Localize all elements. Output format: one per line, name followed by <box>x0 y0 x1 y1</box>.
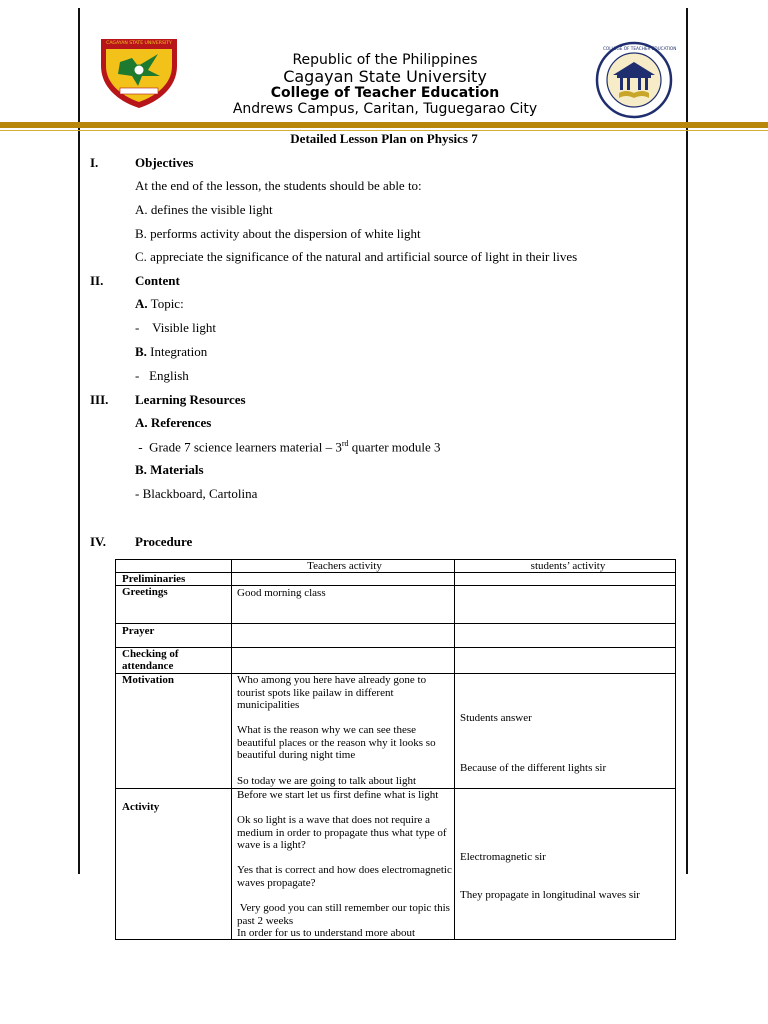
header-university: Cagayan State University <box>283 67 487 86</box>
references-heading: A. References <box>135 415 212 430</box>
motivation-student-text-2: Because of the different lights sir <box>460 762 607 774</box>
row-label-attendance-line1: Checking of <box>122 648 179 660</box>
integration-letter: B. <box>135 344 147 359</box>
motivation-student-text-1: Students answer <box>460 712 532 724</box>
integration-item: - English <box>135 368 189 383</box>
reference-superscript: rd <box>341 439 349 448</box>
row-label-attendance-line2: attendance <box>122 660 174 672</box>
activity-student-text-2: They propagate in longitudinal waves sir <box>460 889 640 901</box>
objective-a: A. defines the visible light <box>135 202 273 217</box>
activity-teacher-text-3: Yes that is correct and how does electromagnetic waves propagate? <box>237 864 452 889</box>
section-number-resources: III. <box>90 392 109 407</box>
objective-c: C. appreciate the significance of the natural and artificial source of light in their lives <box>135 249 578 264</box>
row-label-preliminaries: Preliminaries <box>122 573 186 585</box>
topic-letter: A. <box>135 296 148 311</box>
motivation-teacher-text-3: So today we are going to talk about light <box>237 775 417 787</box>
header-college: College of Teacher Education <box>270 85 500 101</box>
materials-heading: B. Materials <box>135 462 204 477</box>
section-number-content: II. <box>90 273 104 288</box>
activity-student-text-1: Electromagnetic sir <box>460 851 546 863</box>
procedure-table <box>115 559 676 940</box>
integration-label: Integration <box>150 344 208 359</box>
document-title: Detailed Lesson Plan on Physics 7 <box>290 131 478 146</box>
topic-item: - Visible light <box>135 320 216 335</box>
motivation-teacher-text-2: What is the reason why we can see these beautiful places or the reason why it looks so beautiful during night time <box>237 724 436 761</box>
reference-text-start: - Grade 7 science learners material – 3 <box>135 439 342 455</box>
section-heading-procedure: Procedure <box>135 534 193 549</box>
greetings-teacher-text: Good morning class <box>237 587 326 599</box>
row-label-activity: Activity <box>122 801 160 813</box>
section-heading-objectives: Objectives <box>135 155 194 170</box>
column-header-teachers-activity: Teachers activity <box>307 560 382 572</box>
content-integration-line <box>135 344 207 360</box>
table-col-divider-2 <box>454 560 455 939</box>
motivation-teacher-text-1: Who among you here have already gone to tourist spots like pailaw in different municipalities <box>237 674 427 711</box>
row-label-prayer: Prayer <box>122 625 155 637</box>
topic-label: Topic: <box>150 296 184 311</box>
college-of-teacher-education-seal <box>595 41 677 119</box>
row-label-greetings: Greetings <box>122 586 168 598</box>
objective-b: B. performs activity about the dispersion of white light <box>135 226 421 241</box>
cagayan-state-university-seal <box>98 36 180 110</box>
header-republic: Republic of the Philippines <box>292 52 478 68</box>
reference-item <box>135 439 441 455</box>
table-row-divider <box>116 623 675 624</box>
objectives-intro: At the end of the lesson, the students should be able to: <box>135 178 422 193</box>
activity-teacher-text-5: In order for us to understand more about <box>237 927 416 939</box>
materials-item: - Blackboard, Cartolina <box>135 486 258 501</box>
right-seal-label: COLLEGE OF TEACHER EDUCATION <box>603 46 677 51</box>
activity-teacher-text-2: Ok so light is a wave that does not require a medium in order to propagate thus what type of wave is a light? <box>237 814 447 851</box>
activity-teacher-text-1: Before we start let us first define what is light <box>237 789 439 801</box>
row-label-motivation: Motivation <box>122 674 174 686</box>
header-address: Andrews Campus, Caritan, Tuguegarao City <box>232 101 538 117</box>
section-heading-resources: Learning Resources <box>135 392 246 407</box>
section-heading-content: Content <box>135 273 180 288</box>
letterhead-gold-bar <box>0 122 768 128</box>
activity-teacher-text-4: Very good you can still remember our topic this past 2 weeks <box>237 902 453 927</box>
section-number-procedure: IV. <box>90 534 107 549</box>
column-header-students-activity: students’ activity <box>530 560 606 572</box>
section-number-objectives: I. <box>90 155 99 170</box>
table-col-divider-1 <box>231 560 232 939</box>
content-topic-line <box>135 296 184 312</box>
left-seal-label: CAGAYAN STATE UNIVERSITY <box>106 41 172 46</box>
reference-text-end: quarter module 3 <box>348 439 441 455</box>
